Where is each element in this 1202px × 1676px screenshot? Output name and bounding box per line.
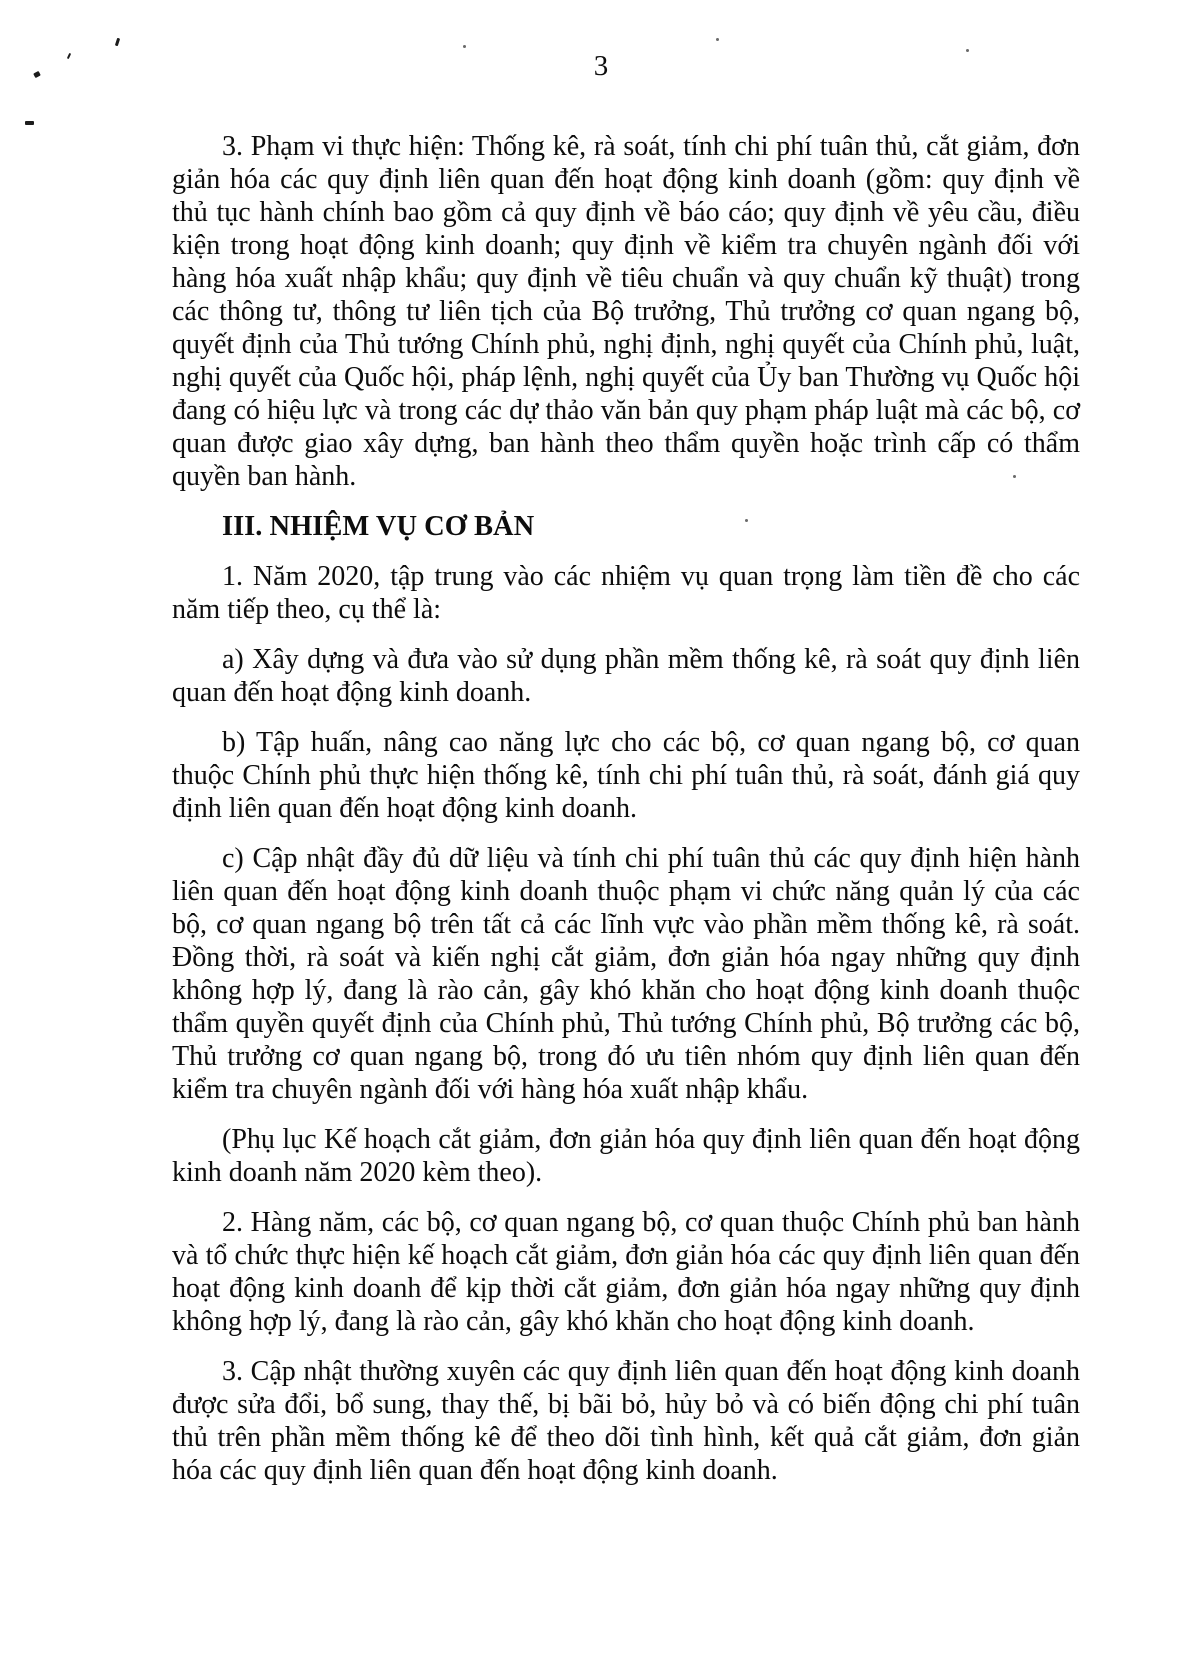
paragraph-task-1b: b) Tập huấn, nâng cao năng lực cho các bộ, cơ quan ngang bộ, cơ quan thuộc Chính phủ thực hiện thống kê, tính chi phí tuân thủ, rà soát, đánh giá quy định liên quan đến hoạt động kinh doanh. [172, 727, 1080, 824]
document-body [172, 130, 1080, 1504]
paragraph-appendix-note: (Phụ lục Kế hoạch cắt giảm, đơn giản hóa quy định liên quan đến hoạt động kinh doanh năm 2020 kèm theo). [172, 1124, 1080, 1188]
page-number: 3 [593, 50, 609, 82]
scan-speck [115, 38, 120, 47]
paragraph-task-1-intro: 1. Năm 2020, tập trung vào các nhiệm vụ quan trọng làm tiền đề cho các năm tiếp theo, cụ thể là: [172, 561, 1080, 625]
paragraph-scope-of-implementation: 3. Phạm vi thực hiện: Thống kê, rà soát, tính chi phí tuân thủ, cắt giảm, đơn giản hóa các quy định liên quan đến hoạt động kinh doanh (gồm: quy định về thủ tục hành chính bao gồm cả quy định về báo cáo; quy định về yêu cầu, điều kiện trong hoạt động kinh doanh; quy định về kiểm tra chuyên ngành đối với hàng hóa xuất nhập khẩu; quy định về tiêu chuẩn và quy chuẩn kỹ thuật) trong các thông tư, thông tư liên tịch của Bộ trưởng, Thủ trưởng cơ quan ngang bộ, quyết định của Thủ tướng Chính phủ, nghị định, nghị quyết của Chính phủ, luật, nghị quyết của Quốc hội, pháp lệnh, nghị quyết của Ủy ban Thường vụ Quốc hội đang có hiệu lực và trong các dự thảo văn bản quy phạm pháp luật mà các bộ, cơ quan được giao xây dựng, ban hành theo thẩm quyền hoặc trình cấp có thẩm quyền ban hành. [172, 131, 1080, 492]
section-heading-iii-basic-tasks: III. NHIỆM VỤ CƠ BẢN [222, 511, 535, 542]
scan-speck [463, 45, 466, 48]
paragraph-task-2: 2. Hàng năm, các bộ, cơ quan ngang bộ, cơ quan thuộc Chính phủ ban hành và tổ chức thực hiện kế hoạch cắt giảm, đơn giản hóa các quy định liên quan đến hoạt động kinh doanh để kịp thời cắt giảm, đơn giản hóa ngay những quy định không hợp lý, đang là rào cản, gây khó khăn cho hoạt động kinh doanh. [172, 1207, 1080, 1337]
paragraph-task-1a: a) Xây dựng và đưa vào sử dụng phần mềm thống kê, rà soát quy định liên quan đến hoạt động kinh doanh. [172, 644, 1080, 708]
scan-speck [25, 121, 34, 125]
paragraph-task-3: 3. Cập nhật thường xuyên các quy định liên quan đến hoạt động kinh doanh được sửa đổi, bổ sung, thay thế, bị bãi bỏ, hủy bỏ và có biến động chi phí tuân thủ trên phần mềm thống kê để theo dõi tình hình, kết quả cắt giảm, đơn giản hóa các quy định liên quan đến hoạt động kinh doanh. [172, 1356, 1080, 1486]
paragraph-task-1c: c) Cập nhật đầy đủ dữ liệu và tính chi phí tuân thủ các quy định hiện hành liên quan đến hoạt động kinh doanh thuộc phạm vi chức năng quản lý của các bộ, cơ quan ngang bộ trên tất cả các lĩnh vực vào phần mềm thống kê, rà soát. Đồng thời, rà soát và kiến nghị cắt giảm, đơn giản hóa ngay những quy định không hợp lý, đang là rào cản, gây khó khăn cho hoạt động kinh doanh thuộc thẩm quyền quyết định của Chính phủ, Thủ tướng Chính phủ, Bộ trưởng các bộ, Thủ trưởng cơ quan ngang bộ, trong đó ưu tiên nhóm quy định liên quan đến kiểm tra chuyên ngành đối với hàng hóa xuất nhập khẩu. [172, 843, 1080, 1105]
scan-speck [716, 38, 719, 41]
